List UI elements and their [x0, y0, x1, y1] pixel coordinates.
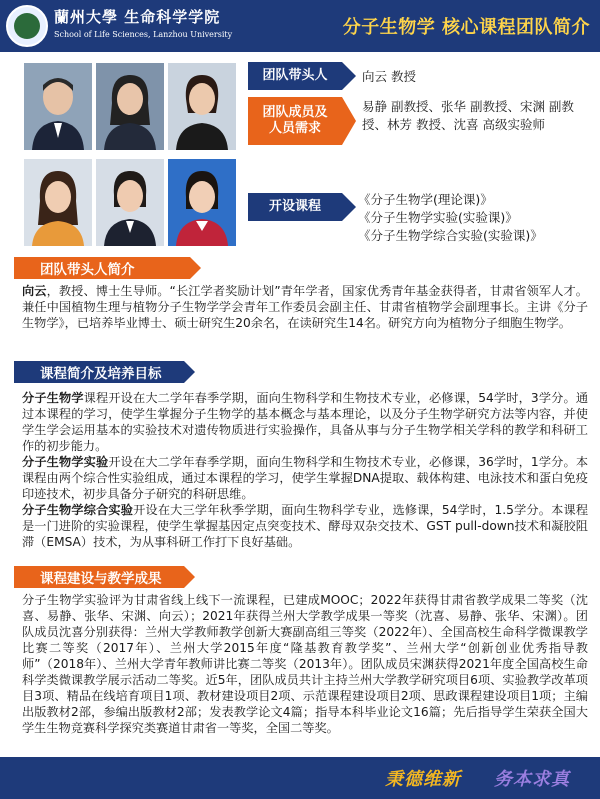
leader-tag: 团队带头人 — [248, 62, 342, 90]
courses-tag: 开设课程 — [248, 193, 342, 221]
school-name-en: School of Life Sciences, Lanzhou University — [54, 30, 233, 39]
course-item: 《分子生物学(理论课)》 — [358, 192, 493, 207]
team-photo — [168, 63, 236, 150]
course-item: 《分子生物学实验(实验课)》 — [358, 210, 518, 226]
team-photo — [168, 159, 236, 246]
members-value: 易静 副教授、张华 副教授、宋渊 副教授、林芳 教授、沈喜 高级实验师 — [362, 99, 574, 133]
section-heading-achievements: 课程建设与教学成果 — [14, 566, 184, 588]
page-header — [0, 0, 600, 52]
team-photo — [96, 159, 164, 246]
achievements-text: 分子生物学实验评为甘肃省线上线下一流课程，已建成MOOC；2022年获得甘肃省教学成果二等奖（沈喜、易静、张华、宋渊、向云）；2021年获得兰州大学教学成果一等奖（沈喜、易静、张华、宋渊）。团队成员沈喜分别获得：兰州大学教师教学创新大赛副高组三等奖（2022年）、全国高校生命科学微课教学比赛二等奖（2017年）、兰州大学2015年度“隆基教育教学奖”、兰州大学“创新创业优秀指导教师”（2018年）、兰州大学青年教师讲比赛二等奖（2013年）。团队成员宋渊获得2021年度全国高校生命科学类微课教学展示活动二等奖。近5年，团队成员共计主持兰州大学教学研究项目6项、实验教学改革项目3项、精品在线培育项目1项、教材建设项目2项、示范课程建设项目2项、思政课程建设项目1项；主编出版教材2部，参编出版教材2部；发表教学论文4篇；指导本科毕业论文16篇；先后指导学生荣获全国大学生生物竞赛科学探究类赛道甘肃省一等奖，全国二等奖。 — [22, 593, 588, 735]
page-title: 分子生物学 核心课程团队简介 — [342, 17, 590, 38]
team-photos — [24, 63, 238, 250]
team-photo — [24, 159, 92, 246]
course-intro-text: 分子生物学课程开设在大二学年春季学期，面向生物科学和生物技术专业，必修课，54学时，3学分。通过本课程的学习，使学生掌握分子生物学的基本概念与基本理论，以及分子生物学研究方法等内容，并使学生学会运用基本的实验技术对遗传物质进行实验操作，具备从事与分子生物学相关学科的教学和科研工作的初步能力。 分子生物学实验开设在大二学年春季学期，面向生物科学和生物技术专业，必修课，36学时，1学分。本课程由两个综合性实验组成，通过本课程的学习，使学生掌握DNA提取、载体构建、电泳技术和蛋白免疫印迹技术，初步具备分子研究的科研思维。 分子生物学综合实验开设在大三学年秋季学期，面向生物科学专业，选修课，54学时，1.5学分。本课程是一门进阶的实验课程，使学生掌握基因定点突变技术、酵母双杂交技术、GST pull-down技术和凝胶阻滞（EMSA）技术，为从事科研工作打下良好基础。 — [22, 391, 589, 549]
university-logo-icon — [6, 5, 48, 47]
section-heading-leader-intro: 团队带头人简介 — [14, 257, 190, 279]
team-photo — [96, 63, 164, 150]
section-heading-course-intro: 课程简介及培养目标 — [14, 361, 184, 383]
school-name-cn: 蘭州大學 生命科学学院 — [54, 8, 221, 26]
team-photo — [24, 63, 92, 150]
leader-value: 向云 教授 — [362, 69, 416, 84]
page-footer — [0, 757, 600, 799]
slogan-2: 务本求真 — [494, 769, 570, 790]
slogan-1: 秉德维新 — [385, 769, 461, 790]
courses-list — [358, 191, 543, 245]
leader-intro-text: 向云，教授、博士生导师。“长江学者奖励计划”青年学者，国家优秀青年基金获得者，甘肃省领军人才。兼任中国植物生理与植物分子生物学学会青年工作委员会副主任、甘肃省植物学会副理事长。主讲《分子生物学》，已培养毕业博士、硕士研究生20余名，在读研究生14名。研究方向为植物分子细胞生物学。 — [22, 284, 588, 330]
members-tag: 团队成员及人员需求 — [248, 97, 342, 145]
course-item: 《分子生物学综合实验(实验课)》 — [358, 228, 543, 244]
